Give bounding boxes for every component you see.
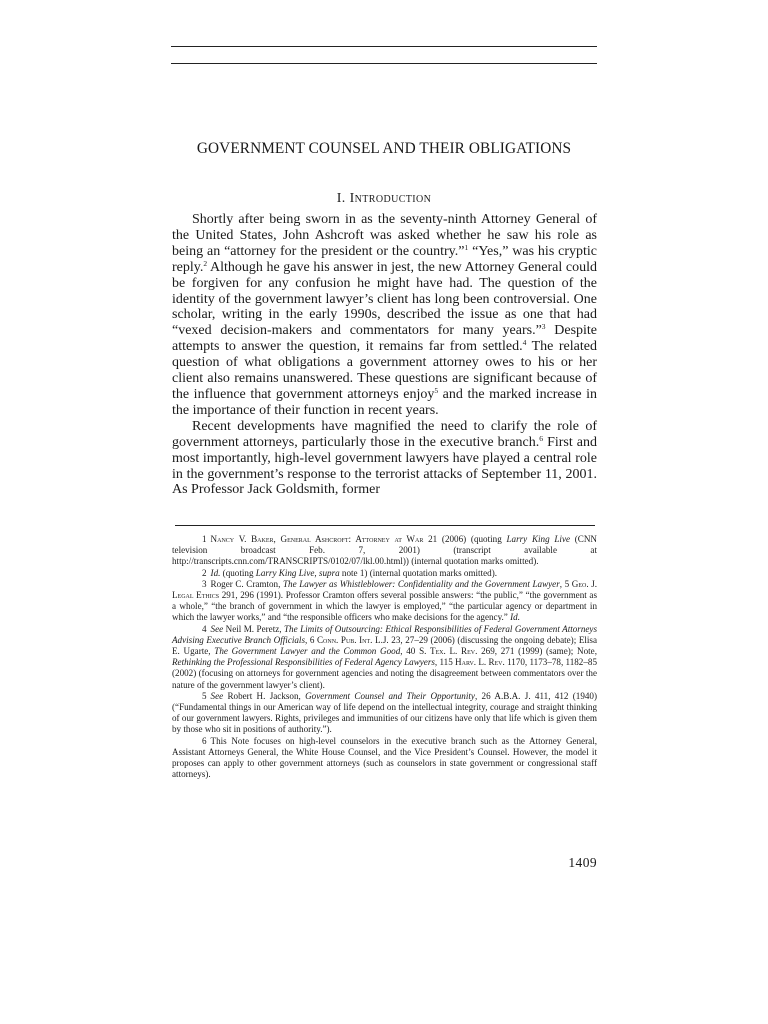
footnote-text: Nancy V. Baker, General Ashcroft: Attorney at War xyxy=(210,534,424,544)
header-rule-top xyxy=(171,46,597,47)
footnote-text: , 26 A.B.A. J. 411, 412 (1940) (“Fundamental things in our American way of life depend on the intellectual integrity, courage and straight thinking of our government lawyers. Rights, privileges and immunities of our citizens have only that life which is given them by those who sit in positions of authority.”). xyxy=(172,690,597,735)
footnote-text: Roger C. Cramton, xyxy=(210,578,283,589)
footnote-5 xyxy=(172,691,597,736)
paragraph-1-text: The related question of what obligations a government attorney owes to his or her client also remains unanswered. These questions are significant because of the influence that government attorneys enjoy xyxy=(172,339,597,402)
footnote-text: S. Tex. L. Rev. xyxy=(419,646,478,657)
paragraph-1-text: and the marked increase in the importance of their function in recent years. xyxy=(172,386,597,418)
footnote-text: Neil M. Peretz, xyxy=(223,623,284,634)
footnote-ref-5[interactable]: 5 xyxy=(434,385,439,395)
footnotes xyxy=(172,534,597,780)
footnote-text: Geo. J. Legal Ethics xyxy=(172,578,598,601)
paragraph-1-text: Although he gave his answer in jest, the new Attorney General could be forgiven for any confusion he might have had. The question of the identity of the government lawyer’s client has long been controversial. One scholar, writing in the early 1990s, described the issue as one that had “vexed decision-makers and commentators for many years.” xyxy=(172,259,597,339)
paragraph-1-text: Shortly after being sworn in as the seventy-ninth Attorney General of the United States, John Ashcroft was asked whether he saw his role as being an “attorney for the president or the country.” xyxy=(172,212,597,259)
footnote-text: supra xyxy=(318,567,340,578)
header-rule-bottom xyxy=(171,63,597,64)
footnote-text: Larry King Live xyxy=(255,567,315,578)
footnote-number: 5 xyxy=(202,690,207,701)
footnote-text: The Government Lawyer and the Common Good xyxy=(214,646,401,657)
footnote-number: 4 xyxy=(202,623,207,634)
footnote-text: This Note focuses on high-level counselors in the executive branch such as the Attorney General, Assistant Attorneys General, the White House Counsel, and the Vice President’s Counsel. However, the model it proposes can apply to other government attorneys (such as counselors in state government or congressional staff attorneys). xyxy=(172,735,597,780)
paragraph-2-text: Recent developments have magnified the need to clarify the role of government attorneys, particularly those in the executive branch. xyxy=(172,418,597,450)
footnote-ref-6[interactable]: 6 xyxy=(539,433,544,443)
paragraph-1-text: Despite attempts to answer the question, it remains far from settled. xyxy=(172,323,598,355)
footnote-text: 291, 296 (1991). Professor Cramton offers several possible answers: “the public,” “the government as a whole,” “the branch of government in which the lawyer is employed,” “the particular agency or department in which the lawyer works,” and “the responsible officers who make decisions for the agency.” xyxy=(172,590,597,623)
footnote-text: Id. xyxy=(210,567,221,578)
footnote-ref-2[interactable]: 2 xyxy=(203,258,208,268)
footnote-text: , 5 xyxy=(559,578,572,589)
footnote-text: note 1) (internal quotation marks omitted). xyxy=(339,567,497,578)
footnote-number: 6 xyxy=(202,735,207,746)
footnote-3 xyxy=(172,579,597,624)
footnote-text: The Limits of Outsourcing: Ethical Responsibilities of Federal Government Attorneys Advising Executive Branch Officials xyxy=(172,623,597,645)
footnote-number: 3 xyxy=(202,578,207,589)
footnote-text: 23, 27–29 (2006) (discussing the ongoing debate); Elisa E. Ugarte, xyxy=(172,634,597,657)
footnote-number: 2 xyxy=(202,567,207,578)
footnote-text: 1170, 1173–78, 1182–85 (2002) (focusing on attorneys for government agencies and noting the disagreement between commentators over the nature of the government lawyer’s client). xyxy=(172,657,597,690)
footnote-separator xyxy=(175,525,595,526)
page-number: 1409 xyxy=(568,855,597,870)
footnote-text: (CNN television broadcast Feb. 7, 2001) (transcript available at http://transcripts.cnn.com/TRANSCRIPTS/0102/07/lkl.00.html)) (internal quotation marks omitted). xyxy=(172,534,598,567)
footnote-text: (quoting xyxy=(220,567,256,578)
footnote-text: Larry King Live xyxy=(506,534,571,544)
footnote-text: Rethinking the Professional Responsibilities of Federal Agency Lawyers xyxy=(172,657,435,668)
footnote-text: , xyxy=(314,567,319,578)
footnote-text: See xyxy=(210,623,224,634)
footnote-text: , 40 xyxy=(400,646,420,657)
footnote-text: The Lawyer as Whistleblower: Confidentiality and the Government Lawyer xyxy=(282,578,560,589)
footnote-text: , 6 xyxy=(305,634,317,645)
footnote-ref-4[interactable]: 4 xyxy=(522,338,527,348)
paragraph-1 xyxy=(172,212,597,419)
paragraph-2-text: First and most importantly, high-level government lawyers have played a central role in the government’s response to the terrorist attacks of September 11, 2001. As Professor Jack Goldsmith, former xyxy=(172,434,598,498)
footnote-ref-1[interactable]: 1 xyxy=(464,242,469,252)
footnote-text: 21 (2006) (quoting xyxy=(423,534,507,544)
footnote-1 xyxy=(172,534,597,568)
footnote-text: Government Counsel and Their Opportunity xyxy=(305,690,475,701)
footnote-text: , 115 xyxy=(434,657,456,668)
footnote-number: 1 xyxy=(202,534,207,544)
footnote-6 xyxy=(172,736,597,781)
footnote-text: Robert H. Jackson, xyxy=(223,690,306,701)
footnote-2 xyxy=(172,568,597,579)
footnote-ref-3[interactable]: 3 xyxy=(541,322,546,332)
footnote-text: Conn. Pub. Int. L.J. xyxy=(316,634,389,645)
footnote-text: Id. xyxy=(510,612,520,623)
footnote-text: Harv. L. Rev. xyxy=(455,657,505,668)
paragraph-2 xyxy=(172,419,597,499)
paragraph-1-text: “Yes,” was his cryptic reply. xyxy=(172,243,598,275)
footnote-text: See xyxy=(210,690,224,701)
footnote-4 xyxy=(172,624,597,691)
article-title: GOVERNMENT COUNSEL AND THEIR OBLIGATIONS xyxy=(196,140,572,157)
section-heading: I. Introduction xyxy=(336,191,432,206)
body-text xyxy=(172,212,597,498)
footnote-text: 269, 271 (1999) (same); Note, xyxy=(477,646,597,657)
